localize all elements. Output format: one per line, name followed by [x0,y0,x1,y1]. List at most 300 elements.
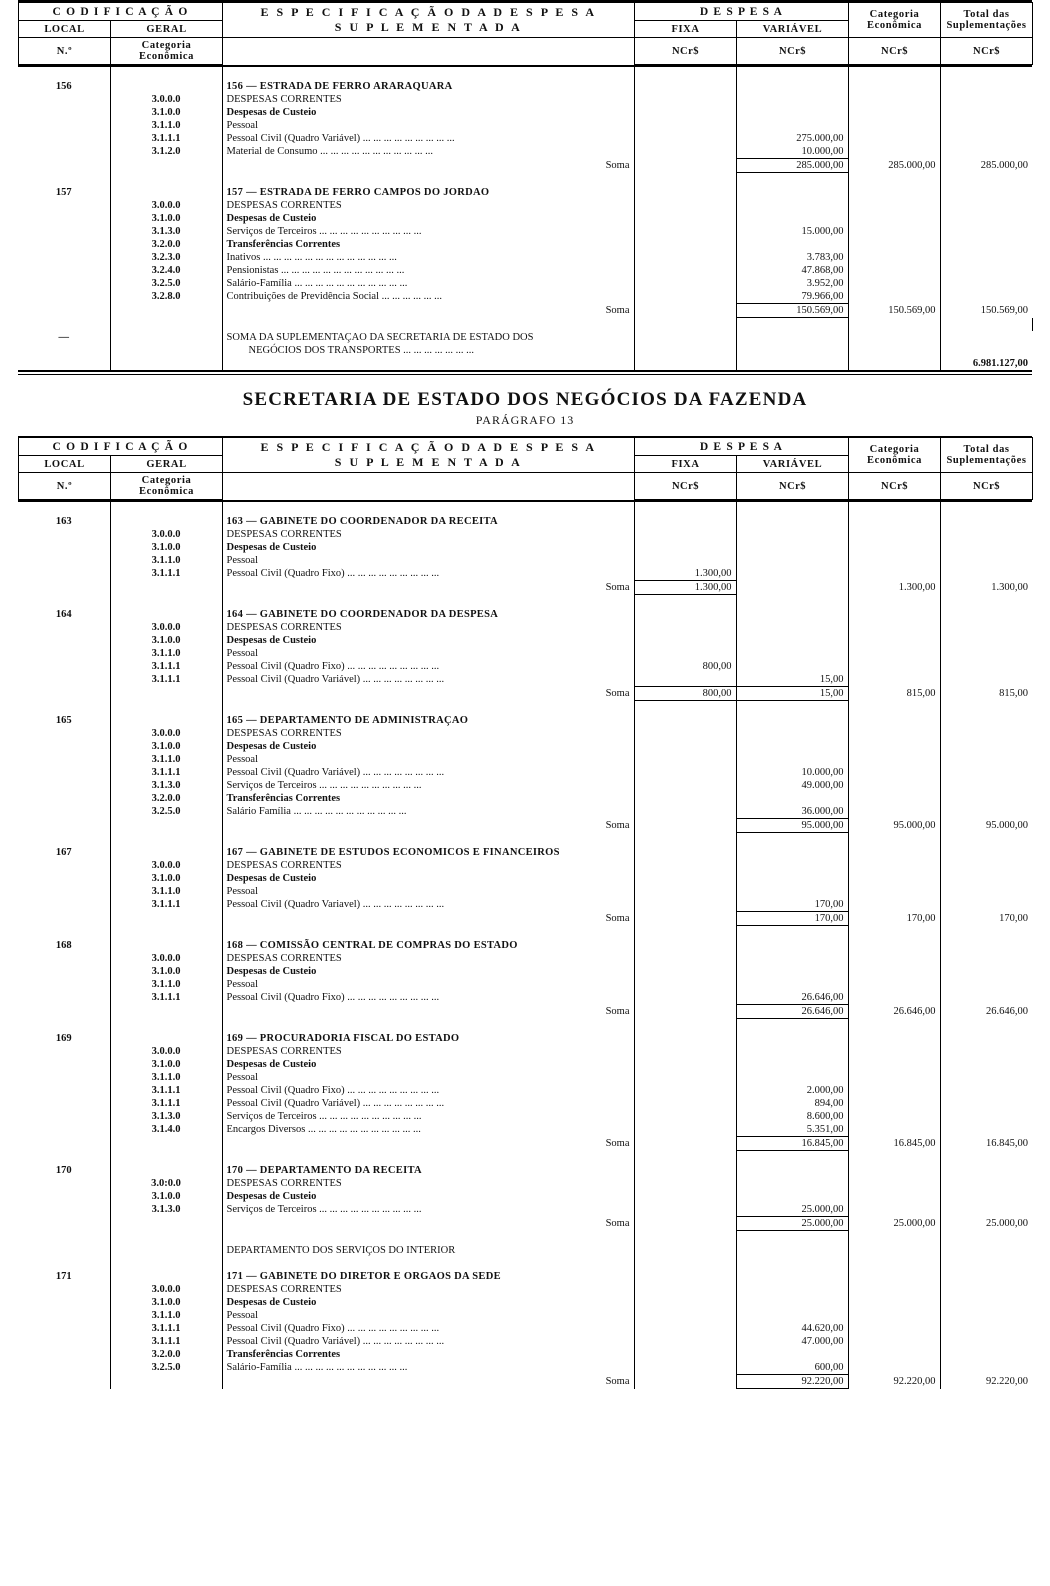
valor-variavel: 275.000,00 [736,132,848,145]
entry-title: 168 — COMISSÃO CENTRAL DE COMPRAS DO ESTADO [222,939,634,952]
valor-variavel: 44.620,00 [736,1322,848,1335]
valor-total [940,792,1032,805]
especificacao-text: Despesas de Custeio [222,740,634,753]
especificacao-text: DESPESAS CORRENTES [222,1283,634,1296]
budget-line-row [18,872,1032,885]
especificacao-text: Pessoal [222,119,634,132]
codigo-geral: 3.0.0.0 [110,93,222,106]
entry-title: 164 — GABINETE DO COORDENADOR DA DESPESA [222,608,634,621]
entry-title-row [18,939,1032,952]
budget-line-row [18,238,1032,251]
valor-fixa [634,753,736,766]
valor-categoria [848,1045,940,1058]
header-moeda-fixa: NCr$ [635,38,737,65]
valor-total [940,554,1032,567]
valor-categoria [848,753,940,766]
total-cell [940,1032,1032,1045]
especificacao-text: Salário-Família ... ... ... ... ... ... ... ... ... ... ... [222,1361,634,1375]
secretaria-total-line2: NEGÓCIOS DOS TRANSPORTES ... ... ... ... ... ... ... [248,345,475,356]
entry-title: 165 — DEPARTAMENTO DE ADMINISTRAÇAO [222,714,634,727]
variavel-cell [736,80,848,93]
soma-row [18,819,1032,833]
spacer-cell [18,1019,110,1033]
valor-variavel [736,528,848,541]
valor-variavel [736,1348,848,1361]
budget-line-row [18,1335,1032,1348]
budget-line-row [18,766,1032,779]
soma-row [18,1137,1032,1151]
spacer-cell [736,833,848,847]
total-cell [940,608,1032,621]
valor-total [940,885,1032,898]
valor-categoria [848,1348,940,1361]
codigo-geral: 3.1.4.0 [110,1123,222,1137]
spacer-cell [110,318,222,332]
total-cell [940,1270,1032,1283]
valor-categoria [848,1190,940,1203]
header-fixa: FIXA [635,21,737,38]
valor-categoria [848,859,940,872]
budget-line-row [18,753,1032,766]
header-geral-main: GERAL [111,456,223,473]
valor-total [940,740,1032,753]
valor-categoria [848,264,940,277]
local-cell [18,621,110,634]
soma-fixa: 800,00 [634,687,736,701]
especificacao-text: Pessoal Civil (Quadro Variável) ... ... ... ... ... ... ... ... [222,766,634,779]
local-cell [18,1244,110,1257]
fixa-cell [634,331,736,357]
spacer-row [18,67,1032,80]
local-cell [18,792,110,805]
header-total-suplementacoes-main: Total das Suplementações [941,438,1033,473]
valor-variavel [736,885,848,898]
header-categoria-economica: Categoria Econômica [849,3,941,38]
budget-table-top [18,67,1033,370]
especificacao-text: Despesas de Custeio [222,872,634,885]
total-cell [940,714,1032,727]
valor-total [940,952,1032,965]
header-geral: GERAL [111,21,223,38]
spacer-cell [634,701,736,715]
spacer-cell [634,173,736,187]
valor-variavel: 2.000,00 [736,1084,848,1097]
categoria-cell [848,1270,940,1283]
spacer-cell [940,1151,1032,1165]
valor-categoria [848,290,940,304]
header-spacer [223,38,635,65]
categoria-cell [848,515,940,528]
valor-categoria [848,965,940,978]
spacer-cell [222,1019,634,1033]
valor-categoria [848,766,940,779]
valor-variavel [736,238,848,251]
soma-row [18,159,1032,173]
local-cell [18,1137,110,1151]
valor-variavel [736,1309,848,1322]
valor-fixa [634,634,736,647]
valor-fixa [634,541,736,554]
spacer-cell [848,926,940,940]
valor-fixa [634,106,736,119]
valor-fixa [634,779,736,792]
valor-categoria [848,621,940,634]
entry-title-row [18,1164,1032,1177]
valor-total [940,225,1032,238]
spacer-cell [110,926,222,940]
geral-cell [110,159,222,173]
valor-categoria [848,1335,940,1348]
local-number: 169 [18,1032,110,1045]
valor-variavel [736,199,848,212]
especificacao-text: Material de Consumo ... ... ... ... ... ... ... ... ... ... ... [222,145,634,159]
spacer-cell [940,701,1032,715]
valor-total [940,805,1032,819]
valor-variavel: 10.000,00 [736,145,848,159]
geral-cell [110,515,222,528]
soma-categoria: 150.569,00 [848,304,940,318]
valor-categoria [848,647,940,660]
local-cell [18,1084,110,1097]
valor-variavel: 36.000,00 [736,805,848,819]
spacer-row [18,926,1032,940]
spacer-cell [940,1257,1032,1270]
budget-line-row [18,779,1032,792]
valor-variavel [736,93,848,106]
spacer-cell [736,926,848,940]
spacer-cell [848,67,940,80]
codigo-geral: 3.1.1.1 [110,1097,222,1110]
valor-variavel [736,541,848,554]
spacer-cell [736,1019,848,1033]
soma-fixa [634,304,736,318]
valor-fixa [634,1084,736,1097]
budget-line-row [18,978,1032,991]
mid-rule-1 [18,370,1032,372]
codigo-geral: 3.1.1.0 [110,119,222,132]
valor-total [940,1361,1032,1375]
fixa-cell [634,1164,736,1177]
especificacao-text: Salário Família ... ... ... ... ... ... ... ... ... ... ... [222,805,634,819]
valor-variavel [736,212,848,225]
valor-fixa [634,199,736,212]
valor-fixa [634,872,736,885]
valor-fixa [634,1361,736,1375]
section-title: SECRETARIA DE ESTADO DOS NEGÓCIOS DA FAZENDA [242,389,808,410]
budget-line-row [18,199,1032,212]
especificacao-text: Pessoal Civil (Quadro Variavel) ... ... ... ... ... ... ... ... [222,898,634,912]
spacer-cell [222,502,634,515]
header-moeda-total-main: NCr$ [941,473,1033,500]
budget-line-row [18,885,1032,898]
especificacao-text: Pessoal [222,1309,634,1322]
valor-categoria [848,1110,940,1123]
local-cell [18,1348,110,1361]
header-moeda-variavel-main: NCr$ [737,473,849,500]
local-cell [18,1217,110,1231]
valor-fixa [634,145,736,159]
valor-categoria [848,277,940,290]
valor-total [940,1203,1032,1217]
secretaria-total-value [940,331,1032,357]
local-cell [18,1045,110,1058]
budget-line-row [18,1283,1032,1296]
codigo-geral: 3.2.0.0 [110,792,222,805]
entry-title-row [18,80,1032,93]
table-header-main [18,437,1033,500]
spacer-cell [222,833,634,847]
entry-title: 156 — ESTRADA DE FERRO ARARAQUARA [222,80,634,93]
local-cell [18,634,110,647]
local-cell [18,199,110,212]
valor-categoria [848,119,940,132]
codigo-geral: 3.1.1.1 [110,991,222,1005]
valor-variavel [736,106,848,119]
valor-variavel [736,965,848,978]
variavel-cell [736,1244,848,1257]
header-variavel-main: VARIÁVEL [737,456,849,473]
valor-total [940,660,1032,673]
especificacao-text: DESPESAS CORRENTES [222,199,634,212]
secretaria-total-line1: SOMA DA SUPLEMENTAÇAO DA SECRETARIA DE ESTADO DOS [226,332,534,343]
codigo-geral: 3.2.3.0 [110,251,222,264]
valor-variavel: 49.000,00 [736,779,848,792]
header-local: LOCAL [19,21,111,38]
especificacao-text: Pessoal Civil (Quadro Fixo) ... ... ... ... ... ... ... ... ... [222,660,634,673]
budget-line-row [18,898,1032,912]
budget-line-row [18,290,1032,304]
valor-total [940,978,1032,991]
budget-line-row [18,277,1032,290]
valor-categoria [848,1296,940,1309]
categoria-cell [848,714,940,727]
valor-categoria [848,93,940,106]
local-cell [18,357,110,370]
valor-fixa [634,740,736,753]
soma-row [18,304,1032,318]
valor-fixa [634,1335,736,1348]
local-number: 163 [18,515,110,528]
valor-fixa: 1.300,00 [634,567,736,581]
especificacao-text: DESPESAS CORRENTES [222,952,634,965]
section-subtitle: PARÁGRAFO 13 [475,413,575,427]
header-despesa-main: D E S P E S A [635,438,849,456]
header-moeda-categoria-main: NCr$ [849,473,941,500]
budget-line-row [18,251,1032,264]
valor-variavel [736,567,848,581]
especificacao-text: Serviços de Terceiros ... ... ... ... ... ... ... ... ... ... [222,779,634,792]
local-number: 170 [18,1164,110,1177]
budget-line-row [18,991,1032,1005]
especificacao-text: Pessoal Civil (Quadro Fixo) ... ... ... ... ... ... ... ... ... [222,991,634,1005]
soma-categoria: 285.000,00 [848,159,940,173]
soma-variavel: 95.000,00 [736,819,848,833]
especificacao-text: Despesas de Custeio [222,965,634,978]
categoria-cell [848,1244,940,1257]
spacer-cell [736,502,848,515]
fixa-cell [634,1270,736,1283]
valor-categoria [848,1058,940,1071]
soma-fixa [634,159,736,173]
secretaria-total-label [222,331,634,357]
soma-label: Soma [222,304,634,318]
codigo-geral: 3.1.0.0 [110,872,222,885]
soma-variavel: 150.569,00 [736,304,848,318]
header-local-main: LOCAL [19,456,111,473]
codigo-geral: 3.1.1.0 [110,1309,222,1322]
especificacao-text: Pensionistas ... ... ... ... ... ... ... ... ... ... ... ... [222,264,634,277]
soma-label: Soma [222,1375,634,1389]
soma-fixa: 1.300,00 [634,581,736,595]
codigo-geral: 3.1.1.1 [110,132,222,145]
header-variavel: VARIÁVEL [737,21,849,38]
especificacao-text: Despesas de Custeio [222,634,634,647]
local-cell [18,93,110,106]
spacer-row [18,1257,1032,1270]
especificacao-text: Pessoal Civil (Quadro Variável) ... ... ... ... ... ... ... ... [222,1097,634,1110]
local-cell [18,898,110,912]
spacer-cell [18,67,110,80]
codigo-geral: 3.2.0.0 [110,1348,222,1361]
header-moeda-fixa-main: NCr$ [635,473,737,500]
fixa-cell [634,846,736,859]
valor-total [940,199,1032,212]
valor-variavel: 25.000,00 [736,1203,848,1217]
valor-fixa [634,1203,736,1217]
local-cell [18,1309,110,1322]
budget-line-row [18,965,1032,978]
valor-variavel: 15.000,00 [736,225,848,238]
budget-line-row [18,1309,1032,1322]
codigo-geral: 3.1.1.1 [110,898,222,912]
codigo-geral: 3.0.0.0 [110,859,222,872]
local-number: 165 [18,714,110,727]
valor-total [940,1283,1032,1296]
budget-line-row [18,1110,1032,1123]
spacer-cell [110,1231,222,1245]
spacer-cell [940,318,1032,332]
espec-cell [222,357,634,370]
valor-total [940,1296,1032,1309]
variavel-cell [736,331,848,357]
valor-fixa [634,93,736,106]
especificacao-text: Pessoal [222,647,634,660]
spacer-row [18,595,1032,609]
spacer-cell [736,173,848,187]
header-moeda-categoria: NCr$ [849,38,941,65]
spacer-cell [222,1257,634,1270]
valor-total [940,567,1032,581]
soma-categoria: 92.220,00 [848,1375,940,1389]
valor-total [940,634,1032,647]
especificacao-text: DESPESAS CORRENTES [222,621,634,634]
especificacao-text: Transferências Correntes [222,1348,634,1361]
valor-categoria [848,1309,940,1322]
local-cell [18,687,110,701]
geral-cell [110,186,222,199]
budget-line-row [18,528,1032,541]
local-cell [18,965,110,978]
budget-line-row [18,952,1032,965]
spacer-cell [634,67,736,80]
valor-variavel [736,647,848,660]
variavel-cell [736,357,848,370]
spacer-cell [110,701,222,715]
valor-categoria [848,132,940,145]
geral-cell [110,687,222,701]
budget-line-row [18,859,1032,872]
soma-variavel: 92.220,00 [736,1375,848,1389]
valor-categoria [848,1361,940,1375]
spacer-cell [634,595,736,609]
valor-variavel [736,792,848,805]
fixa-cell [634,608,736,621]
valor-variavel: 600,00 [736,1361,848,1375]
valor-categoria [848,779,940,792]
codigo-geral: 3.0.0.0 [110,621,222,634]
especificacao-text: Transferências Correntes [222,238,634,251]
valor-fixa: 800,00 [634,660,736,673]
valor-categoria [848,1177,940,1190]
valor-fixa [634,1071,736,1084]
variavel-cell [736,939,848,952]
geral-cell [110,80,222,93]
soma-row [18,581,1032,595]
budget-line-row [18,621,1032,634]
valor-total [940,1110,1032,1123]
valor-categoria [848,567,940,581]
geral-cell [110,331,222,357]
spacer-cell [848,1151,940,1165]
codigo-geral: 3.0.0.0 [110,199,222,212]
valor-variavel: 15,00 [736,673,848,687]
spacer-cell [18,318,110,332]
header-numero-main: N.º [19,473,111,500]
valor-variavel [736,952,848,965]
total-cell [940,1164,1032,1177]
spacer-cell [18,926,110,940]
budget-line-row [18,1190,1032,1203]
variavel-cell [736,1270,848,1283]
budget-line-row [18,673,1032,687]
valor-variavel: 47.868,00 [736,264,848,277]
soma-total: 26.646,00 [986,1005,1028,1017]
local-cell [18,779,110,792]
soma-label: Soma [222,159,634,173]
spacer-cell [940,173,1032,187]
valor-variavel: 894,00 [736,1097,848,1110]
budget-line-row [18,132,1032,145]
soma-categoria: 16.845,00 [848,1137,940,1151]
variavel-cell [736,515,848,528]
categoria-cell [848,608,940,621]
spacer-cell [848,173,940,187]
valor-categoria [848,1071,940,1084]
variavel-cell [736,714,848,727]
soma-categoria: 815,00 [848,687,940,701]
valor-total [940,264,1032,277]
especificacao-text: Encargos Diversos ... ... ... ... ... ... ... ... ... ... ... [222,1123,634,1137]
total-cell [940,939,1032,952]
valor-categoria [848,1322,940,1335]
soma-variavel: 25.000,00 [736,1217,848,1231]
local-cell [18,753,110,766]
geral-cell [110,912,222,926]
spacer-cell [222,318,634,332]
especificacao-text: Pessoal Civil (Quadro Variável) ... ... ... ... ... ... ... ... [222,673,634,687]
local-number: 168 [18,939,110,952]
entry-title-row [18,714,1032,727]
